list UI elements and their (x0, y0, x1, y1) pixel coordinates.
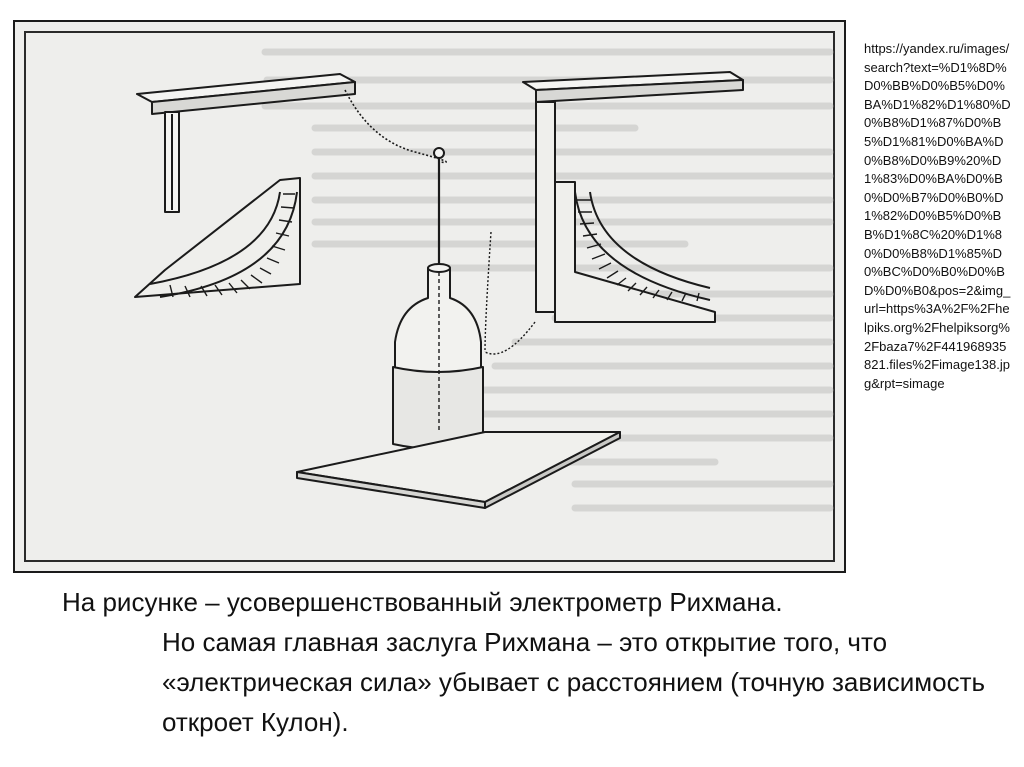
base-board (297, 432, 620, 502)
source-url[interactable]: https://yandex.ru/images/search?text=%D1%8D%D0%BB%D0%B5%D0%BA%D1%82%D1%80%D0%B8%D1%87%D0%B5%D1%81%D0%BA%D0%B8%D0%B9%20%D1%83%D0%BA%D0%B0%D0%B7%D0%B0%D1%82%D0%B5%D0%BB%D1%8C%20%D1%80%D0%B8%D1%85%D0%BC%D0%B0%D0%BD%D0%B0&pos=2&img_url=https%3A%2F%2Fhelpiks.org%2Fhelpiksorg%2Fbaza7%2F441968935821.files%2Fimage138.jpg&rpt=simage (864, 41, 1011, 391)
caption (62, 582, 1002, 742)
electrometer-drawing (15, 22, 846, 573)
caption-line-2: Но самая главная заслуга Рихмана – это открытие того, что «электрическая сила» убывает с расстоянием (точную зависимость откроет Кулон). (162, 627, 986, 737)
caption-line-1: На рисунке – усовершенствованный электрометр Рихмана. (62, 587, 783, 617)
electrometer-figure (13, 20, 846, 573)
leyden-jar (393, 148, 535, 449)
